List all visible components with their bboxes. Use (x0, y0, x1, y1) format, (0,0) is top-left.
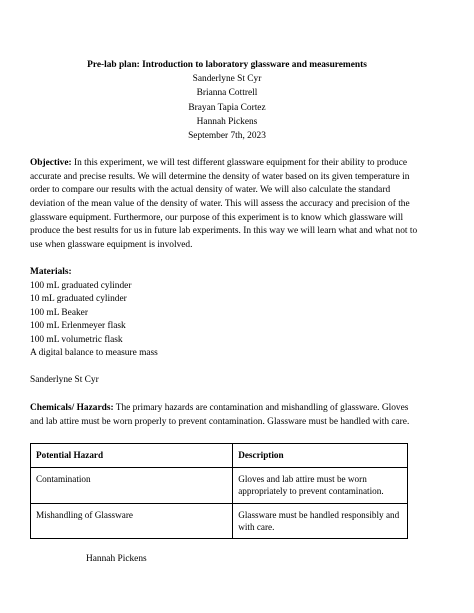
table-cell: Mishandling of Glassware (31, 503, 233, 538)
table-header-row (31, 444, 408, 468)
materials-section (30, 266, 424, 360)
author-name: Sanderlyne St Cyr (192, 74, 262, 85)
document-date: September 7th, 2023 (188, 131, 266, 142)
document-header (30, 58, 424, 143)
table-header-cell: Description (233, 444, 408, 468)
objective-paragraph (30, 157, 424, 252)
materials-signature: Sanderlyne St Cyr (30, 375, 99, 386)
hazards-table (30, 443, 408, 539)
hazards-label: Chemicals/ Hazards: (30, 403, 114, 413)
table-header-cell: Potential Hazard (31, 444, 233, 468)
list-item: A digital balance to measure mass (30, 348, 158, 358)
hazards-paragraph (30, 402, 424, 429)
objective-text: In this experiment, we will test different glassware equipment for their ability to produce accurate and precise results. We will determine the density of water based on its given temperature in order to compare our results with the actual density of water. We will also calculate the standard deviation of the mean value of the density of water. This will assess the accuracy and precision of the glassware equipment. Furthermore, our purpose of this experiment is to know which glassware will produce the best results for us in future lab experiments. In this way we will learn what and what not to use when glassware equipment is involved. (30, 158, 418, 250)
objective-label: Objective: (30, 158, 72, 169)
list-item: 100 mL graduated cylinder (30, 280, 132, 291)
table-cell: Glassware must be handled responsibly and with care. (233, 503, 408, 538)
author-name: Hannah Pickens (196, 116, 258, 127)
table-cell: Contamination (31, 468, 233, 503)
author-name: Brianna Cottrell (196, 88, 258, 99)
list-item: 100 mL Beaker (30, 307, 88, 318)
list-item: 100 mL Erlenmeyer flask (30, 321, 126, 332)
hazards-text: The primary hazards are contamination and mishandling of glassware. Gloves and lab attire must be worn properly to prevent contamination. Glassware must be handled with care. (30, 403, 410, 427)
table-row (31, 503, 408, 538)
document-page (30, 52, 424, 567)
materials-list (30, 280, 424, 360)
materials-label: Materials: (30, 267, 72, 278)
list-item: 100 mL volumetric flask (30, 334, 123, 345)
hazards-signature: Hannah Pickens (86, 554, 147, 564)
author-name: Brayan Tapia Cortez (188, 102, 266, 113)
list-item: 10 mL graduated cylinder (30, 294, 127, 305)
table-row (31, 468, 408, 503)
document-title: Pre-lab plan: Introduction to laboratory glassware and measurements (87, 60, 367, 70)
table-cell: Gloves and lab attire must be worn appropriately to prevent contamination. (233, 468, 408, 503)
